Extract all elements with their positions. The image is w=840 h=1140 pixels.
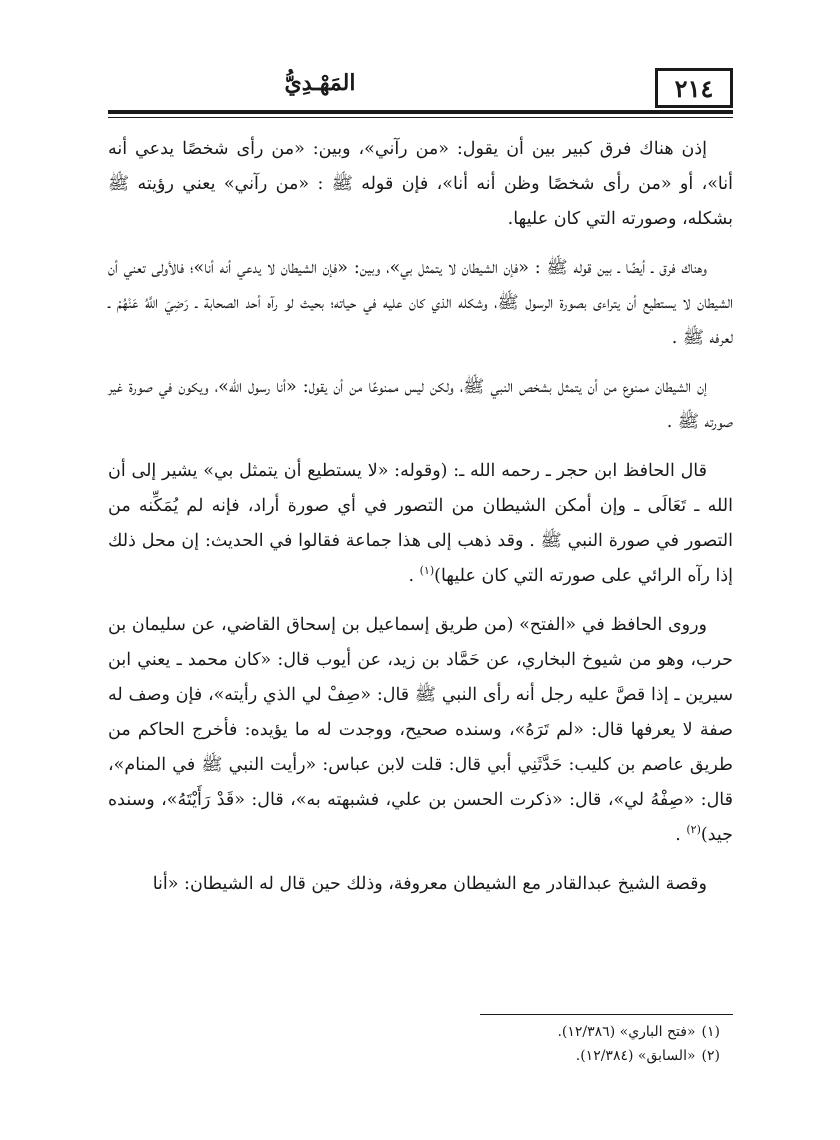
- footnotes: [108, 1020, 720, 1068]
- paragraph: وقصة الشيخ عبدالقادر مع الشيطان معروفة، وذلك حين قال له الشيطان: «أنا: [152, 874, 707, 894]
- paragraph: إذن هناك فرق كبير بين أن يقول: «من رآني»، وبين: «من رأى شخصًا يدعي أنه أنا»، أو «من رأى شخصًا وظن أنه أنا»، فإن قوله ﷺ : «من رآني» يعني رؤيته ﷺ بشكله، وصورته التي كان عليها.: [108, 139, 733, 229]
- footnote: (١)«فتح الباري» (١٢/٣٨٦).: [557, 1024, 720, 1040]
- page-header: [108, 68, 733, 116]
- footnote-ref: (١): [419, 564, 435, 578]
- body-text: [108, 132, 733, 912]
- paragraph: إن الشيطان ممنوع من أن يتمثل بشخص النبي ﷺ، ولكن ليس ممنوعًا من أن يقول: «أنا رسول الله»، ويكون في صورة غير صورته ﷺ .: [108, 377, 733, 432]
- paragraph: وهناك فرق ـ أيضًا ـ بين قوله ﷺ : «فإن الشيطان لا يتمثل بي»، وبين: «فإن الشيطان لا يدعي أنه أنا»؛ فالأولى تعني أن الشيطان لا يستطيع أن يتراءى بصورة الرسول ﷺ، وشكله الذي كان عليه في حياته؛ بحيث لو رآه أحد الصحابة ـ رَضِيَ اللَّهُ عَنْهُمْ ـ لعرفه ﷺ .: [108, 258, 733, 348]
- running-title: المَهْـدِيُّ: [284, 70, 356, 96]
- header-rule-thin: [108, 117, 733, 118]
- footnote-ref: (٢): [686, 823, 701, 837]
- header-rule-thick: [108, 110, 733, 114]
- page-number: ٢١٤: [655, 68, 733, 108]
- paragraph: وروى الحافظ في «الفتح» (من طريق إسماعيل بن إسحاق القاضي، عن سليمان بن حرب، وهو من شيوخ البخاري، عن حَمَّاد بن زيد، عن أيوب قال: «كان محمد ـ يعني ابن سيرين ـ إذا قصَّ عليه رجل أنه رأى النبي ﷺ قال: «صِفْ لي الذي رأيته»، فإن وصف له صفة لا يعرفها قال: «لم تَرَهُ»، وسنده صحيح، ووجدت له ما يؤيده: فأخرج الحاكم من طريق عاصم بن كليب: حَدَّثَنِي أبي قال: قلت لابن عباس: «رأيت النبي ﷺ في المنام»، قال: «صِفْهُ لي»، قال: «ذكرت الحسن بن علي، فشبهته به»، قال: «قَدْ رَأَيْتَهُ»، وسنده جيد)$^{(٢)}$ .: [108, 615, 733, 845]
- footnote: (٢)«السابق» (١٢/٣٨٤).: [575, 1048, 720, 1064]
- paragraph: قال الحافظ ابن حجر ـ رحمه الله ـ: (وقوله: «لا يستطيع أن يتمثل بي» يشير إلى أن الله ـ تَعَالَى ـ وإن أمكن الشيطان من التصور في أي صورة أراد، فإنه لم يُمَكِّنه من التصور في صورة النبي ﷺ . وقد ذهب إلى هذا جماعة فقالوا في الحديث: إن محل ذلك إذا رآه الرائي على صورته التي كان عليها)$^{(١)}$ .: [108, 461, 733, 586]
- footnote-separator: [480, 1014, 733, 1015]
